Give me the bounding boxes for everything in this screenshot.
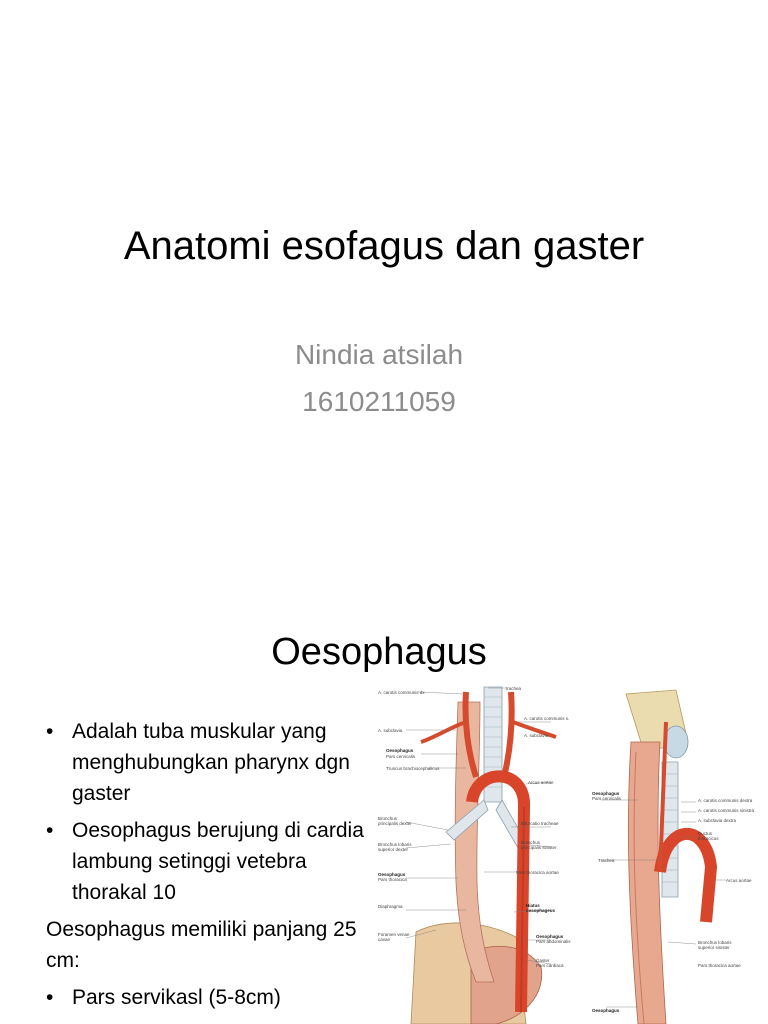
svg-text:Bronchus: Bronchus [378, 816, 398, 821]
slide-body [46, 716, 376, 1019]
svg-text:Pars cervicalis: Pars cervicalis [386, 754, 416, 759]
svg-text:Trachea: Trachea [598, 858, 615, 863]
svg-text:Oesophagus: Oesophagus [536, 934, 564, 939]
list-item [46, 716, 376, 809]
svg-text:Pars thoracica: Pars thoracica [378, 877, 407, 882]
svg-text:Bronchus lobaris: Bronchus lobaris [698, 940, 732, 945]
oesophagus-slide [0, 596, 768, 1024]
list-item [46, 815, 376, 908]
paragraph-text: Oesophagus memiliki panjang 25 cm: [46, 918, 357, 972]
svg-text:oesophageus: oesophageus [526, 908, 556, 913]
svg-text:Pars thoracica aortae: Pars thoracica aortae [516, 870, 559, 875]
svg-text:Oesophagus: Oesophagus [386, 748, 414, 753]
svg-text:cavae: cavae [378, 937, 391, 942]
bullet-list-2 [46, 982, 376, 1013]
svg-text:Ductus: Ductus [698, 831, 713, 836]
svg-text:A. carotis communis sinistra: A. carotis communis sinistra [698, 808, 755, 813]
bullet-list [46, 716, 376, 908]
svg-text:Oesophagus: Oesophagus [378, 872, 406, 877]
lateral-view [592, 690, 755, 1024]
author-name: Nindia atsilah [294, 339, 464, 370]
svg-text:A. subclavia dextra: A. subclavia dextra [698, 818, 737, 823]
slide-title: Anatomi esofagus dan gaster [123, 224, 645, 268]
svg-text:A. subclavia: A. subclavia [378, 728, 403, 733]
bullet-text: Pars servikasl (5-8cm) [72, 986, 281, 1009]
anterior-view [378, 686, 571, 1024]
bullet-icon: • [46, 819, 54, 842]
svg-text:A. carotis communis s.: A. carotis communis s. [524, 716, 570, 721]
svg-text:A. carotis communis dextra: A. carotis communis dextra [698, 798, 753, 803]
svg-text:Oesophagus: Oesophagus [592, 1008, 620, 1013]
svg-text:Bronchus lobaris: Bronchus lobaris [378, 842, 412, 847]
bullet-icon: • [46, 986, 54, 1009]
svg-text:Hiatus: Hiatus [526, 903, 540, 908]
svg-text:Bifurcatio tracheae: Bifurcatio tracheae [521, 821, 559, 826]
svg-text:Oesophagus: Oesophagus [592, 791, 620, 796]
svg-text:superior sinister: superior sinister [698, 945, 730, 950]
svg-text:Pars cervicalis: Pars cervicalis [592, 796, 622, 801]
svg-text:Diaphragma: Diaphragma [378, 904, 403, 909]
svg-text:Truncus brachiocephalicus: Truncus brachiocephalicus [386, 766, 440, 771]
bullet-icon: • [46, 720, 54, 743]
svg-text:A. subclavia: A. subclavia [524, 733, 549, 738]
bullet-text: Adalah tuba muskular yang menghubungkan pharynx dgn gaster [72, 720, 350, 805]
svg-text:Pars abdominalis: Pars abdominalis [536, 939, 571, 944]
svg-text:principalis sinister: principalis sinister [521, 845, 557, 850]
svg-text:Gaster: Gaster [536, 958, 550, 963]
svg-text:Arcus aortae: Arcus aortae [528, 780, 554, 785]
svg-text:thoracicus: thoracicus [698, 836, 719, 841]
svg-text:Foramen venae: Foramen venae [378, 932, 410, 937]
list-item [46, 982, 376, 1013]
student-id: 1610211059 [302, 386, 456, 417]
svg-text:Bronchus: Bronchus [521, 840, 541, 845]
svg-text:Arcus aortae: Arcus aortae [726, 878, 752, 883]
svg-text:Pars cardiaca: Pars cardiaca [536, 963, 564, 968]
svg-text:superior dexter: superior dexter [378, 847, 409, 852]
oesophagus-anatomy-illustration [376, 682, 768, 1024]
svg-text:principalis dexter: principalis dexter [378, 821, 412, 826]
svg-text:Pars thoracica aortae: Pars thoracica aortae [698, 963, 741, 968]
svg-text:A. carotis communis dx: A. carotis communis dx [378, 690, 425, 695]
svg-text:trachea: trachea [506, 686, 522, 691]
slide-title: Oesophagus [271, 631, 487, 673]
bullet-text: Oesophagus berujung di cardia lambung setinggi vetebra thorakal 10 [72, 819, 364, 904]
